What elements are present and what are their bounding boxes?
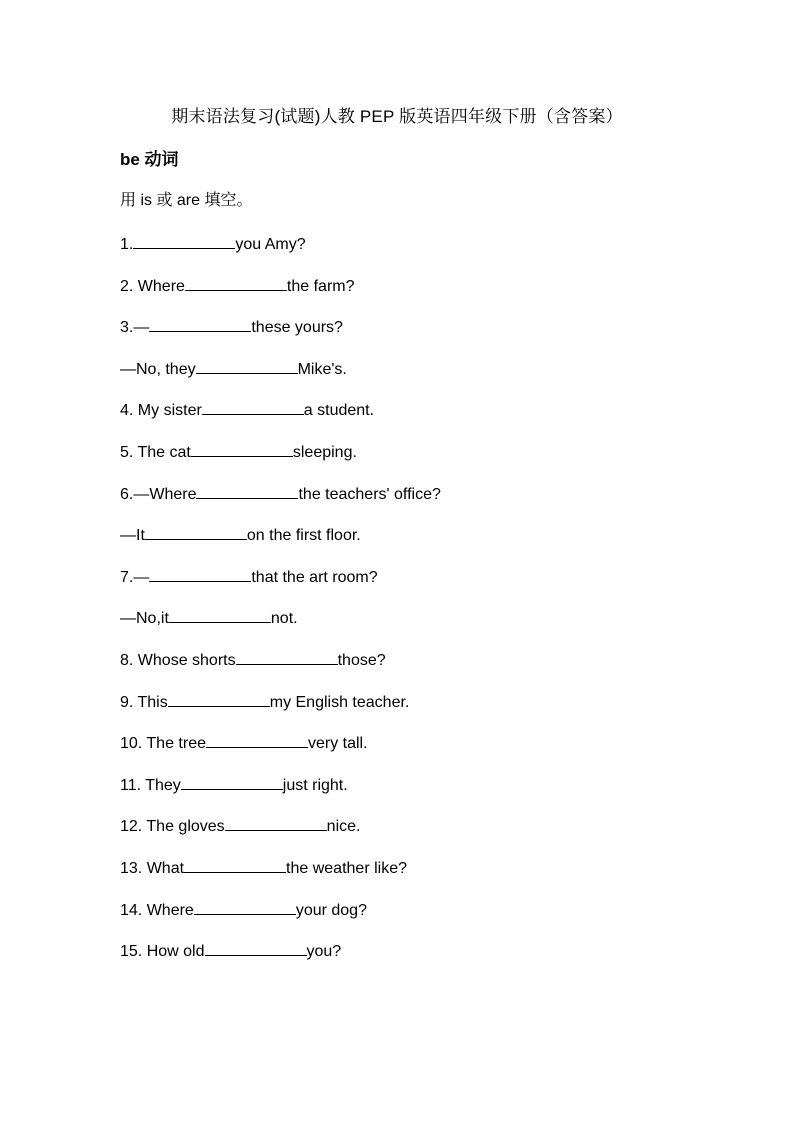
question-text-before: 3.— [120,319,150,337]
answer-blank[interactable] [225,812,327,831]
exercise-line [120,313,720,355]
question-text-before: —No, they [120,360,196,378]
exercise-line [120,604,720,646]
question-text-after: that the art room? [251,568,378,586]
question-text-after: very tall. [307,735,368,753]
question-text-before: —No,it [120,610,169,628]
exercise-line [120,521,720,563]
exercise-line [120,688,720,730]
question-text-before: 1. [120,236,134,253]
exercise-line [120,729,720,771]
answer-blank[interactable] [196,355,298,374]
question-text-before: 7.— [120,568,150,586]
answer-blank[interactable] [196,480,298,499]
question-text-after: your dog? [295,901,367,919]
document-title: 期末语法复习(试题)人教 PEP 版英语四年级下册（含答案） [171,107,623,126]
exercise-line [120,896,720,938]
question-text-after: Mike's. [297,360,347,378]
section-heading: be 动词 [120,150,179,169]
answer-blank[interactable] [169,604,271,623]
question-text-after: these yours? [251,319,343,337]
question-text-before: 12. The gloves [120,818,225,836]
question-text-after: the farm? [286,277,355,295]
answer-blank[interactable] [184,854,286,873]
question-text-before: 8. Whose shorts [120,651,236,669]
question-text-after: sleeping. [292,443,357,461]
question-text-after: you? [306,943,342,961]
answer-blank[interactable] [149,563,251,582]
answer-blank[interactable] [194,896,296,915]
question-text-before: 10. The tree [120,735,206,753]
answer-blank[interactable] [202,396,304,415]
exercise-line [120,646,720,688]
question-text-before: 5. The cat [120,443,191,461]
exercise-line [120,355,720,397]
question-text-before: 9. This [120,693,168,711]
question-text-after: nice. [326,818,361,836]
question-text-before: 14. Where [120,901,194,919]
exercise-line [120,230,720,272]
question-text-after: those? [337,651,386,669]
answer-blank[interactable] [236,646,338,665]
question-text-before: 13. What [120,859,185,877]
answer-blank[interactable] [185,272,287,291]
exercise-line [120,812,720,854]
question-text-before: 11. They [120,776,181,794]
exercise-line [120,771,720,813]
question-text-after: not. [270,610,298,628]
question-text-before: 2. Where [120,277,185,295]
question-text-before: 6.—Where [120,485,197,503]
question-text-after: my English teacher. [269,693,410,711]
answer-blank[interactable] [206,729,308,748]
answer-blank[interactable] [191,438,293,457]
question-text-before: 4. My sister [120,402,202,420]
exercise-instruction: 用 is 或 are 填空。 [120,192,253,209]
question-text-before: 15. How old [120,943,205,961]
exercise-list [120,230,720,979]
answer-blank[interactable] [149,313,251,332]
question-text-after: the teachers' office? [298,485,441,503]
answer-blank[interactable] [205,937,307,956]
exercise-line [120,438,720,480]
answer-blank[interactable] [168,688,270,707]
exercise-line [120,937,720,979]
question-text-after: you Amy? [235,236,306,253]
answer-blank[interactable] [181,771,283,790]
question-text-after: just right. [282,776,348,794]
question-text-before: —It [120,527,145,545]
exercise-line [120,480,720,522]
exercise-line [120,272,720,314]
exercise-line [120,396,720,438]
question-text-after: the weather like? [286,859,407,877]
answer-blank[interactable] [145,521,247,540]
question-text-after: a student. [303,402,375,420]
exercise-line [120,854,720,896]
question-text-after: on the first floor. [246,527,361,545]
exercise-line [120,563,720,605]
answer-blank[interactable] [133,230,235,249]
